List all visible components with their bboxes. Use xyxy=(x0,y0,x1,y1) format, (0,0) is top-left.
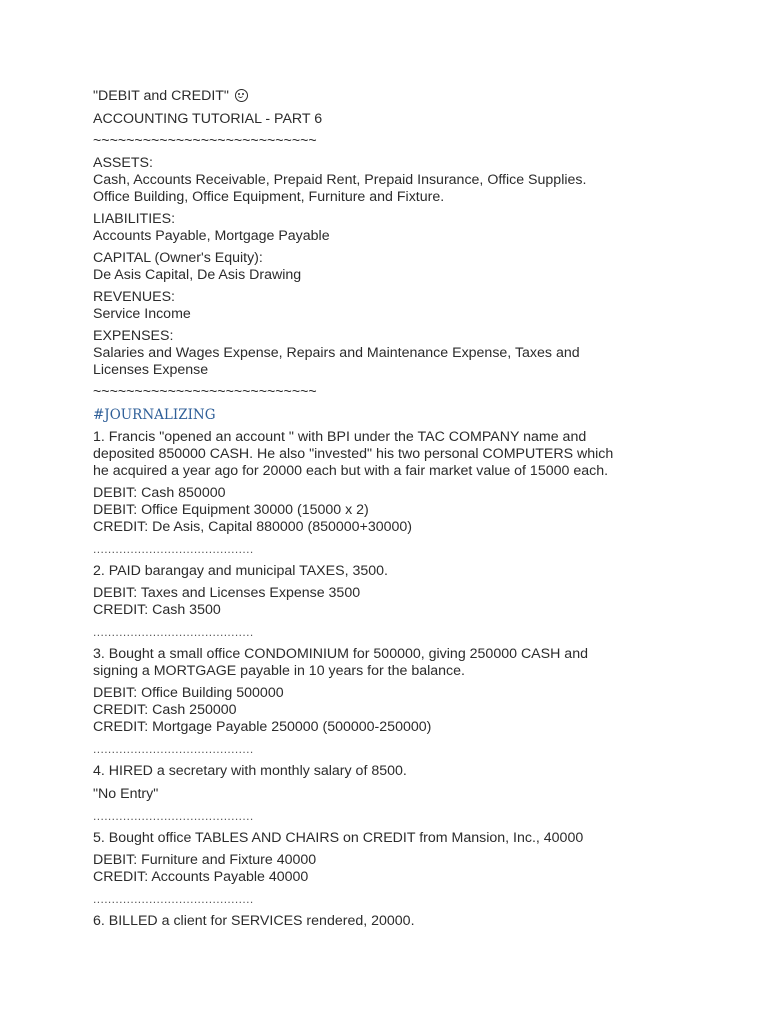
section-line: De Asis Capital, De Asis Drawing xyxy=(93,267,302,283)
entry-answer: DEBIT: Office Equipment 30000 (15000 x 2) xyxy=(93,502,369,518)
entry-question: 2. PAID barangay and municipal TAXES, 3500. xyxy=(93,563,388,579)
section-expenses xyxy=(93,328,768,379)
entry-answer: CREDIT: Accounts Payable 40000 xyxy=(93,869,309,885)
section-line: Service Income xyxy=(93,306,191,322)
journal-entry-5 xyxy=(93,830,768,886)
dotted-separator: ........................................... xyxy=(93,809,254,823)
section-capital xyxy=(93,250,768,284)
entry-answer: DEBIT: Furniture and Fixture 40000 xyxy=(93,852,317,868)
entry-question: 5. Bought office TABLES AND CHAIRS on CREDIT from Mansion, Inc., 40000 xyxy=(93,830,584,846)
journal-entry-3 xyxy=(93,646,768,736)
dotted-separator: ........................................... xyxy=(93,892,254,906)
journal-entry-4 xyxy=(93,763,768,803)
entry-answer: CREDIT: Mortgage Payable 250000 (500000-250000) xyxy=(93,719,432,735)
dotted-separator: ........................................... xyxy=(93,625,254,639)
journalizing-hashtag[interactable]: #JOURNALIZING xyxy=(93,407,216,423)
section-assets xyxy=(93,155,768,206)
section-heading: LIABILITIES: xyxy=(93,211,176,227)
entry-answer: CREDIT: Cash 250000 xyxy=(93,702,237,718)
section-line: Cash, Accounts Receivable, Prepaid Rent, Prepaid Insurance, Office Supplies. xyxy=(93,172,587,188)
smile-emoji-icon xyxy=(235,89,248,102)
entry-question: signing a MORTGAGE payable in 10 years for the balance. xyxy=(93,663,465,679)
document-title: "DEBIT and CREDIT" xyxy=(93,88,229,104)
entry-answer: "No Entry" xyxy=(93,786,159,802)
journal-entry-2 xyxy=(93,563,768,619)
separator-top: ~~~~~~~~~~~~~~~~~~~~~~~~~~~ xyxy=(93,133,317,149)
entry-answer: CREDIT: De Asis, Capital 880000 (850000+30000) xyxy=(93,519,413,535)
dotted-separator: ........................................... xyxy=(93,742,254,756)
entry-question: 6. BILLED a client for SERVICES rendered, 20000. xyxy=(93,913,415,929)
dotted-separator: ........................................... xyxy=(93,542,254,556)
entry-answer: CREDIT: Cash 3500 xyxy=(93,602,221,618)
journal-entry-1 xyxy=(93,429,768,536)
section-line: Office Building, Office Equipment, Furniture and Fixture. xyxy=(93,189,445,205)
entry-question: 1. Francis "opened an account " with BPI under the TAC COMPANY name and xyxy=(93,429,587,445)
section-line: Salaries and Wages Expense, Repairs and Maintenance Expense, Taxes and xyxy=(93,345,580,361)
section-line: Licenses Expense xyxy=(93,362,209,378)
section-heading: REVENUES: xyxy=(93,289,175,305)
entry-answer: DEBIT: Office Building 500000 xyxy=(93,685,284,701)
entry-question: 3. Bought a small office CONDOMINIUM for 500000, giving 250000 CASH and xyxy=(93,646,588,662)
entry-answer: DEBIT: Cash 850000 xyxy=(93,485,226,501)
entry-question: he acquired a year ago for 20000 each but with a fair market value of 15000 each. xyxy=(93,463,609,479)
separator-bottom: ~~~~~~~~~~~~~~~~~~~~~~~~~~~ xyxy=(93,384,317,400)
section-heading: CAPITAL (Owner's Equity): xyxy=(93,250,263,266)
entry-question: deposited 850000 CASH. He also "invested" his two personal COMPUTERS which xyxy=(93,446,614,462)
section-line: Accounts Payable, Mortgage Payable xyxy=(93,228,330,244)
section-liabilities xyxy=(93,211,768,245)
section-revenues xyxy=(93,289,768,323)
entry-answer: DEBIT: Taxes and Licenses Expense 3500 xyxy=(93,585,361,601)
document-title-line xyxy=(93,88,768,105)
document-subtitle: ACCOUNTING TUTORIAL - PART 6 xyxy=(93,111,323,127)
entry-question: 4. HIRED a secretary with monthly salary of 8500. xyxy=(93,763,407,779)
section-heading: ASSETS: xyxy=(93,155,153,171)
section-heading: EXPENSES: xyxy=(93,328,174,344)
journal-entry-6 xyxy=(93,913,768,930)
